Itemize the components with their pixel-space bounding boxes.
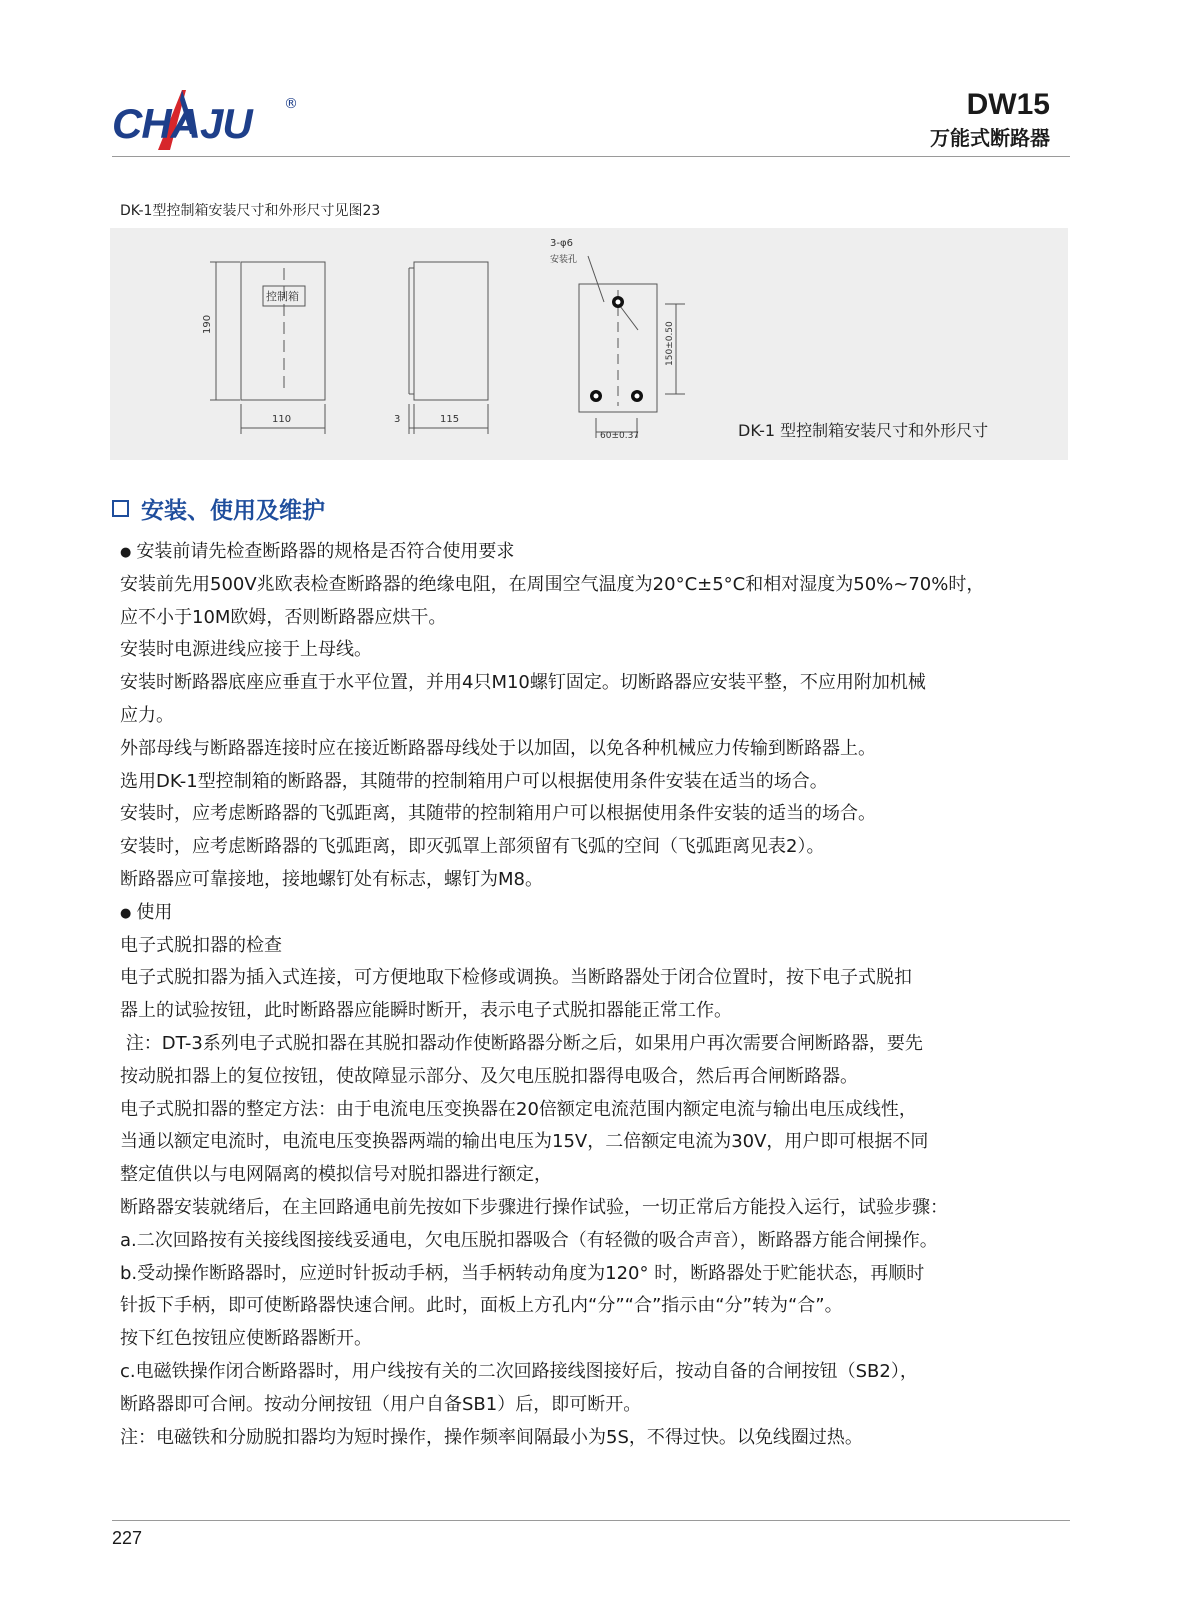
bullet-heading: ● 使用 [120,897,1080,930]
page-number: 227 [112,1528,143,1548]
paragraph-line: b.受动操作断路器时，应逆时针扳动手柄，当手柄转动角度为120° 时，断路器处于贮能状态，再顺时 [120,1262,925,1284]
dim-width-label: 110 [272,414,292,425]
paragraph-line: 整定值供以与电网隔离的模拟信号对脱扣器进行额定， [120,1164,552,1186]
paragraph-line: 断路器安装就绪后，在主回路通电前先按如下步骤进行操作试验，一切正常后方能投入运行，试验步骤： [120,1196,948,1218]
paragraph-line: 注：电磁铁和分励脱扣器均为短时操作，操作频率间隔最小为5S，不得过快。以免线圈过热。 [120,1426,863,1448]
paragraph-line: a.二次回路按有关接线图接线妥通电，欠电压脱扣器吸合（有轻微的吸合声音），断路器方能合闸操作。 [120,1229,938,1251]
paragraph-line: c.电磁铁操作闭合断路器时，用户线按有关的二次回路接线图接好后，按动自备的合闸按钮（SB2）， [120,1360,918,1382]
paragraph-line: 电子式脱扣器为插入式连接，可方便地取下检修或调换。当断路器处于闭合位置时，按下电子式脱扣 [120,967,912,989]
footer-divider [112,1520,1070,1521]
registered-mark: ® [284,96,298,112]
dimension-drawing [110,228,1068,460]
hole-leader-line [588,256,604,302]
figure-caption: DK-1 型控制箱安装尺寸和外形尺寸 [738,421,989,440]
paragraph-line: 针扳下手柄，即可使断路器快速合闸。此时，面板上方孔内“分”“合”指示由“分”转为“合”。 [120,1295,843,1317]
dim-horizontal-spacing-label: 60±0.37 [600,431,640,441]
paragraph-line: 安装前先用500V兆欧表检查断路器的绝缘电阻，在周围空气温度为20°C±5°C和相对湿度为50%~70%时， [120,573,985,595]
paragraph-line: 安装时，应考虑断路器的飞弧距离，其随带的控制箱用户可以根据使用条件安装的适当的场合。 [120,803,876,825]
dim-holes-label: 3-φ6 [550,238,573,249]
product-code: DW15 [966,88,1050,121]
paragraph-line: 当通以额定电流时，电流电压变换器两端的输出电压为15V，二倍额定电流为30V，用户即可根据不同 [120,1131,929,1153]
front-view-outline [241,262,325,400]
control-box-label: 控制箱 [266,290,299,303]
dim-gap-label: 3 [394,414,401,425]
paragraph-line: 电子式脱扣器的整定方法：由于电流电压变换器在20倍额定电流范围内额定电流与输出电压成线性， [120,1098,917,1120]
side-view-outline [414,262,488,400]
dim-vertical-spacing-label: 150±0.50 [665,321,675,366]
paragraph-line: 器上的试验按钮，此时断路器应能瞬时断开，表示电子式脱扣器能正常工作。 [120,1000,732,1022]
paragraph-line: 按下红色按钮应使断路器断开。 [120,1328,372,1350]
paragraph-line: 注：DT-3系列电子式脱扣器在其脱扣器动作使断路器分断之后，如果用户再次需要合闸断路器，要先 [120,1032,923,1054]
paragraph-line: 应不小于10M欧姆，否则断路器应烘干。 [120,606,447,628]
paragraph-line: 电子式脱扣器的检查 [120,934,282,956]
paragraph-line: 安装时断路器底座应垂直于水平位置，并用4只M10螺钉固定。切断路器应安装平整，不应用附加机械 [120,672,926,694]
dim-depth-label: 115 [440,414,460,425]
paragraph-line: 选用DK-1型控制箱的断路器，其随带的控制箱用户可以根据使用条件安装在适当的场合。 [120,770,828,792]
section-title: 安装、使用及维护 [141,498,325,524]
paragraph-line: 安装时电源进线应接于上母线。 [120,639,372,661]
paragraph-line: 断路器即可合闸。按动分闸按钮（用户自备SB1）后，即可断开。 [120,1393,642,1415]
bullet-heading: ● 安装前请先检查断路器的规格是否符合使用要求 [120,536,1080,569]
logo-wordmark: CHAJU [112,100,252,147]
paragraph-line: 应力。 [120,704,174,726]
dim-holes-note: 安装孔 [550,255,578,265]
header-divider [112,156,1070,157]
paragraph-line: 安装时，应考虑断路器的飞弧距离，即灭弧罩上部须留有飞弧的空间（飞弧距离见表2）。 [120,836,825,858]
section-heading [112,492,325,525]
paragraph-line: 断路器应可靠接地，接地螺钉处有标志，螺钉为M8。 [120,868,543,890]
product-name: 万能式断路器 [930,126,1050,150]
brand-logo [112,88,312,158]
dim-height-label: 190 [202,314,213,334]
paragraph-line: 按动脱扣器上的复位按钮，使故障显示部分、及欠电压脱扣器得电吸合，然后再合闸断路器。 [120,1065,858,1087]
body-text [120,536,1080,1454]
paragraph-line: 外部母线与断路器连接时应在接近断路器母线处于以加固，以免各种机械应力传输到断路器上。 [120,737,876,759]
figure-reference-text: DK-1型控制箱安装尺寸和外形尺寸见图23 [120,203,381,219]
checkbox-square-icon [112,500,129,517]
